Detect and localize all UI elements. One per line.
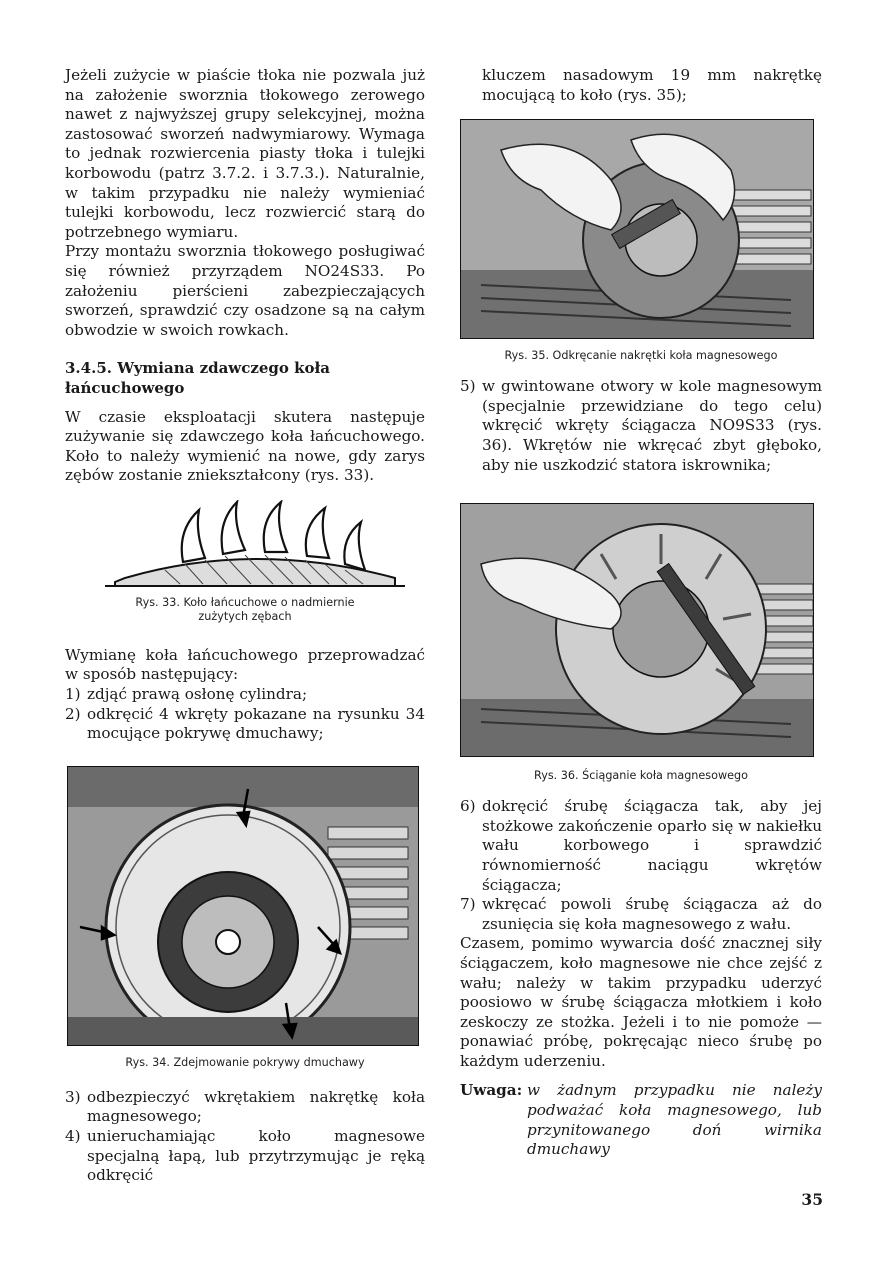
note-label: Uwaga: — [460, 1081, 523, 1100]
step-number: 6) — [460, 797, 476, 816]
step-number: 1) — [65, 685, 81, 704]
figure-33-caption: Rys. 33. Koło łańcuchowe o nadmiernie zużytych zębach — [135, 595, 355, 623]
procedure-intro: Wymianę koła łańcuchowego przeprowadzać w sposób następujący: — [65, 645, 425, 684]
blower-cover-photo — [68, 767, 418, 1045]
list-item — [65, 685, 425, 705]
figure-35 — [460, 119, 814, 339]
list-item — [460, 797, 822, 895]
flywheel-puller-photo — [461, 504, 813, 756]
steps-list-a — [65, 685, 425, 744]
step-number: 4) — [65, 1127, 81, 1146]
note-block — [460, 1081, 822, 1159]
figure-33 — [105, 500, 405, 592]
step-number: 3) — [65, 1087, 81, 1106]
figure-34 — [67, 766, 419, 1046]
list-item — [65, 705, 425, 744]
flywheel-nut-photo — [461, 120, 813, 338]
figure-35-caption: Rys. 35. Odkręcanie nakrętki koła magnesowego — [504, 349, 778, 363]
list-item — [65, 1088, 425, 1127]
steps-list-d — [460, 797, 822, 934]
list-item — [460, 895, 822, 934]
step-text: odbezpieczyć wkrętakiem nakrętkę koła magnesowego; — [87, 1087, 425, 1126]
step-text: zdjąć prawą osłonę cylindra; — [87, 685, 308, 704]
figure-36-caption: Rys. 36. Ściąganie koła magnesowego — [534, 769, 748, 783]
step-number: 7) — [460, 895, 476, 914]
section-paragraph: W czasie eksploatacji skutera następuje zużywanie się zdawczego koła łańcuchowego. Koło to należy wymienić na nowe, gdy zarys zębów zostanie zniekształcony (rys. 33). — [65, 407, 425, 485]
right-column — [460, 66, 822, 1160]
assembly-paragraph: Przy montażu sworznia tłokowego posługiwać się również przyrządem NO24S33. Po założeniu pierścieni zabezpieczających sworzeń, sprawdzić czy osadzone są na całym obwodzie w swoich rowkach. — [65, 242, 425, 339]
list-item — [460, 377, 822, 475]
step-text: odkręcić 4 wkręty pokazane na rysunku 34 mocujące pokrywę dmuchawy; — [87, 704, 425, 743]
step-text: w gwintowane otwory w kole magnesowym (specjalnie przewidziane do tego celu) wkręcić wkręty ściągacza NO9S33 (rys. 36). Wkrętów nie wkręcać zbyt głęboko, aby nie uszkodzić statora iskrownika; — [482, 377, 822, 474]
step-text: wkręcać powoli śrubę ściągacza aż do zsunięcia się koła magnesowego z wału. — [482, 895, 822, 933]
continuation-paragraph: kluczem nasadowym 19 mm nakrętkę mocującą to koło (rys. 35); — [482, 66, 822, 104]
figure-36 — [460, 503, 814, 757]
left-column — [65, 66, 425, 1186]
intro-paragraph: Jeżeli zużycie w piaście tłoka nie pozwala już na założenie sworznia tłokowego zerowego nawet z najwyższej grupy selekcyjnej, można zastosować sworzeń nadwymiarowy. Wymaga to jednak rozwiercenia piasty tłoka i tulejki korbowodu (patrz 3.7.2. i 3.7.3.). Naturalnie, w takim przypadku nie należy wymieniać tulejki korbowodu, lecz rozwiercić starą do potrzebnego wymiaru. — [65, 66, 425, 241]
page-number: 35 — [801, 1190, 823, 1209]
list-item — [65, 1127, 425, 1186]
steps-list-b — [65, 1088, 425, 1186]
step-text: dokręcić śrubę ściągacza tak, aby jej stożkowe zakończenie oparło się w nakiełku wału korbowego i sprawdzić równomierność naciągu wkrętów ściągacza; — [482, 797, 822, 894]
worn-sprocket-drawing — [105, 500, 405, 592]
closing-paragraph: Czasem, pomimo wywarcia dość znacznej siły ściągaczem, koło magnesowe nie chce zejść z wału; należy w takim przypadku uderzyć poosiowo w śrubę ściągacza młotkiem i koło zeskoczy ze stożka. Jeżeli i to nie pomoże — ponawiać próbę, pokręcając nieco śrubę po każdym uderzeniu. — [460, 934, 822, 1070]
section-heading: 3.4.5. Wymiana zdawczego koła łańcuchowego — [65, 359, 331, 397]
step-text: unieruchamiając koło magnesowe specjalną łapą, lub przytrzymując je ręką odkręcić — [87, 1127, 425, 1185]
step-number: 5) — [460, 377, 476, 396]
note-text: w żadnym przypadku nie należy podważać koła magnesowego, lub przynitowanego doń wirnika dmuchawy — [527, 1081, 822, 1159]
figure-34-caption: Rys. 34. Zdejmowanie pokrywy dmuchawy — [125, 1055, 365, 1069]
steps-list-c — [460, 377, 822, 475]
step-number: 2) — [65, 704, 81, 723]
